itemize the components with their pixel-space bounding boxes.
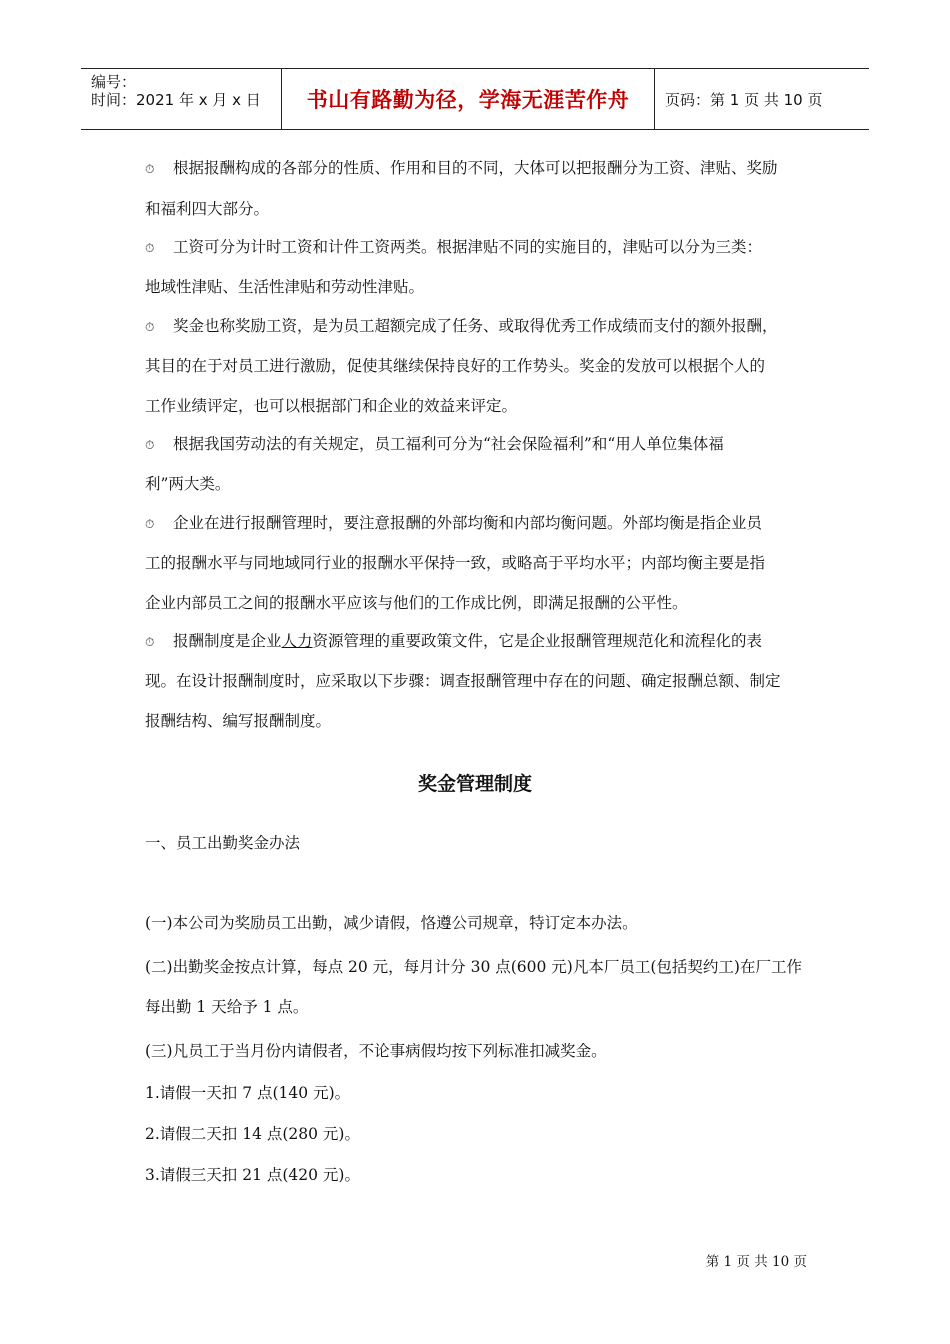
paragraph-line: 其目的在于对员工进行激励，促使其继续保持良好的工作势头。奖金的发放可以根据个人的 — [145, 357, 766, 375]
list-item: 2.请假二天扣 14 点(280 元)。 — [145, 1125, 360, 1143]
header-motto-cell — [281, 69, 655, 129]
clock-icon: ⏱ — [145, 241, 155, 255]
list-item: 3.请假三天扣 21 点(420 元)。 — [145, 1166, 360, 1184]
clock-icon: ⏱ — [145, 517, 155, 531]
clock-icon: ⏱ — [145, 162, 155, 176]
paragraph-line: 工作业绩评定，也可以根据部门和企业的效益来评定。 — [145, 397, 518, 415]
clock-icon: ⏱ — [145, 635, 155, 649]
section-subtitle: 一、员工出勤奖金办法 — [145, 834, 301, 852]
number-label: 编号： — [91, 73, 137, 91]
motto: 书山有路勤为径，学海无涯苦作舟 — [306, 88, 630, 112]
section-title: 奖金管理制度 — [417, 773, 532, 795]
list-item: (二)出勤奖金按点计算，每点 20 元，每月计分 30 点(600 元)凡本厂员工(包括契约工)在厂工作 — [145, 958, 802, 976]
paragraph-line: ⏱ 报酬制度是企业人力资源管理的重要政策文件，它是企业报酬管理规范化和流程化的表 — [145, 632, 763, 650]
list-item: 1.请假一天扣 7 点(140 元)。 — [145, 1084, 351, 1102]
page-label: 页码：第 1 页 共 10 页 — [665, 90, 823, 109]
paragraph-line: 工的报酬水平与同地域同行业的报酬水平保持一致，或略高于平均水平；内部均衡主要是指 — [145, 554, 766, 572]
list-item: 每出勤 1 天给予 1 点。 — [145, 998, 309, 1016]
paragraph-line: ⏱ 工资可分为计时工资和计件工资两类。根据津贴不同的实施目的，津贴可以分为三类： — [145, 238, 763, 256]
paragraph-line: ⏱ 企业在进行报酬管理时，要注意报酬的外部均衡和内部均衡问题。外部均衡是指企业员 — [145, 514, 763, 532]
paragraph-line: 现。在设计报酬制度时，应采取以下步骤：调查报酬管理中存在的问题、确定报酬总额、制定 — [145, 672, 781, 690]
paragraph-line: ⏱ 奖金也称奖励工资，是为员工超额完成了任务、或取得优秀工作成绩而支付的额外报酬， — [145, 317, 778, 335]
paragraph-line: 地域性津贴、生活性津贴和劳动性津贴。 — [145, 278, 425, 296]
clock-icon: ⏱ — [145, 438, 155, 452]
header-table — [81, 68, 869, 130]
list-item: (一)本公司为奖励员工出勤，减少请假，恪遵公司规章，特订定本办法。 — [145, 914, 638, 932]
clock-icon: ⏱ — [145, 320, 155, 334]
header-meta — [81, 69, 281, 129]
paragraph-line: ⏱ 根据我国劳动法的有关规定，员工福利可分为“社会保险福利”和“用人单位集体福 — [145, 435, 724, 453]
page-footer: 第 1 页 共 10 页 — [705, 1254, 807, 1270]
paragraph-line: ⏱ 根据报酬构成的各部分的性质、作用和目的不同，大体可以把报酬分为工资、津贴、奖励 — [145, 159, 778, 177]
hr-link[interactable]: 人力 — [281, 632, 313, 650]
header-page-cell — [653, 69, 869, 129]
paragraph-line: 报酬结构、编写报酬制度。 — [145, 712, 332, 730]
paragraph-line: 企业内部员工之间的报酬水平应该与他们的工作成比例，即满足报酬的公平性。 — [145, 594, 688, 612]
paragraph-line: 利”两大类。 — [145, 475, 231, 493]
paragraph-line: 和福利四大部分。 — [145, 200, 270, 218]
list-item: (三)凡员工于当月份内请假者，不论事病假均按下列标准扣减奖金。 — [145, 1042, 607, 1060]
time-label: 时间：2021 年 x 月 x 日 — [91, 91, 261, 109]
